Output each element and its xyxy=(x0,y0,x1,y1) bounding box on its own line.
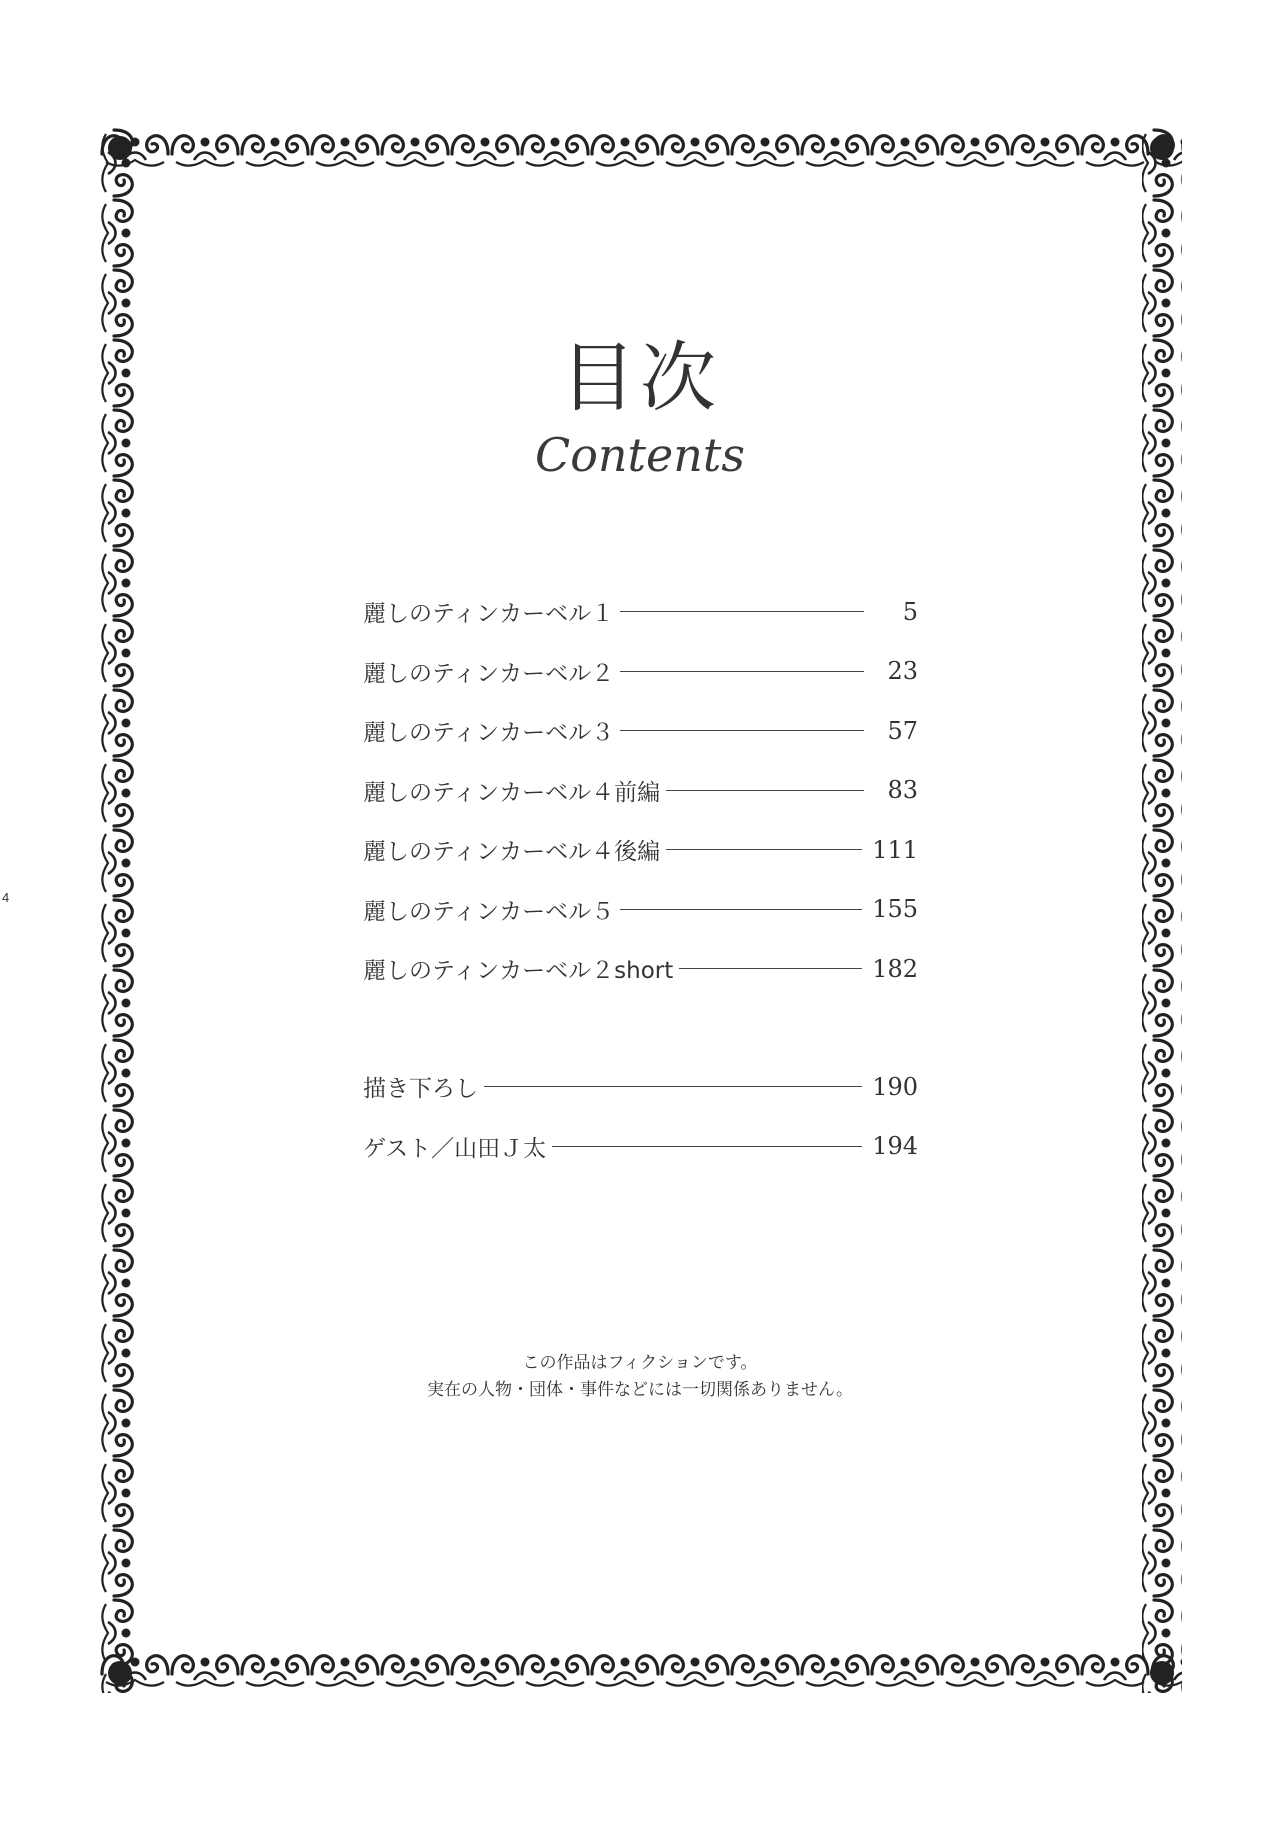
toc-entry-title: 描き下ろし xyxy=(363,1076,478,1103)
page-subtitle: Contents xyxy=(535,428,745,482)
toc-entry[interactable] xyxy=(363,701,918,761)
toc-leader-line xyxy=(620,671,864,672)
toc-leader-line xyxy=(620,909,862,910)
disclaimer-line-1: この作品はフィクションです。 xyxy=(522,1353,758,1373)
toc-entry-page: 194 xyxy=(872,1132,918,1161)
toc-entry[interactable] xyxy=(363,939,918,999)
disclaimer-line-2: 実在の人物・団体・事件などには一切関係ありません。 xyxy=(426,1380,854,1400)
toc-entry-title: 麗しのティンカーベル２ xyxy=(363,660,615,687)
toc-entry[interactable] xyxy=(363,642,918,702)
toc-entry-title: 麗しのティンカーベル２short xyxy=(363,958,674,985)
toc-leader-line xyxy=(552,1146,862,1147)
toc-entry-page: 155 xyxy=(872,895,918,924)
toc-leader-line xyxy=(620,730,864,731)
toc-leader-line xyxy=(666,849,862,850)
toc-entry[interactable] xyxy=(363,820,918,880)
toc-entry[interactable] xyxy=(363,582,918,642)
toc-leader-line xyxy=(679,968,862,969)
toc-entry-page: 5 xyxy=(902,597,918,626)
toc-entry-page: 111 xyxy=(872,835,918,864)
page-title: 目次 xyxy=(560,333,720,422)
toc-entry-title: 麗しのティンカーベル５ xyxy=(363,898,615,925)
toc-entry-title: ゲスト／山田Ｊ太 xyxy=(363,1135,547,1162)
toc-entry[interactable] xyxy=(363,1057,918,1117)
toc-main-list xyxy=(363,582,918,999)
toc-extra-list xyxy=(363,1057,918,1176)
page-number: 4 xyxy=(2,890,10,905)
toc-entry-page: 182 xyxy=(872,954,918,983)
toc-leader-line xyxy=(484,1086,862,1087)
toc-entry[interactable] xyxy=(363,761,918,821)
toc-entry-title: 麗しのティンカーベル３ xyxy=(363,720,615,747)
toc-entry[interactable] xyxy=(363,880,918,940)
toc-entry-page: 23 xyxy=(887,657,918,686)
toc-entry-page: 190 xyxy=(872,1072,918,1101)
fiction-disclaimer xyxy=(300,1350,980,1404)
toc-leader-line xyxy=(666,790,864,791)
toc-entry-page: 57 xyxy=(887,716,918,745)
toc-entry-title: 麗しのティンカーベル４後編 xyxy=(363,839,661,866)
toc-entry-page: 83 xyxy=(887,776,918,805)
toc-entry[interactable] xyxy=(363,1117,918,1177)
toc-leader-line xyxy=(620,611,864,612)
toc-entry-title: 麗しのティンカーベル１ xyxy=(363,601,615,628)
title-block xyxy=(440,333,840,482)
toc-entry-title: 麗しのティンカーベル４前編 xyxy=(363,779,661,806)
